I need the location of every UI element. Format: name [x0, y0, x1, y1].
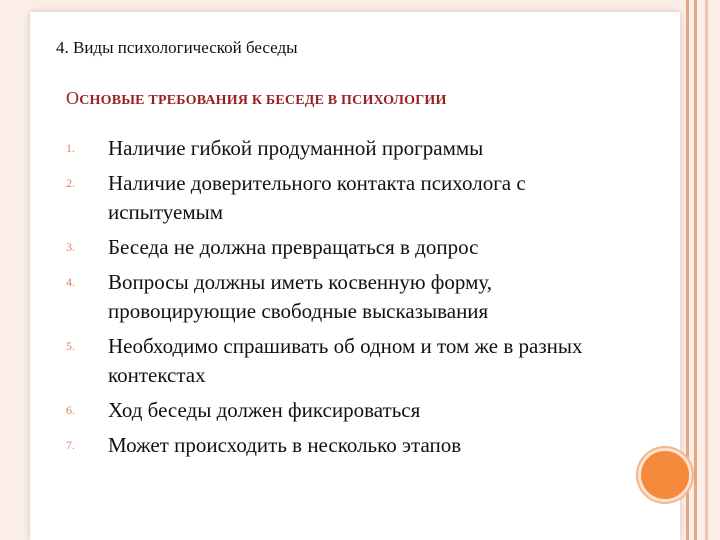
list-item [66, 169, 636, 227]
list-item [66, 332, 636, 390]
list-item [66, 233, 636, 262]
subtitle-rest: СНОВЫЕ ТРЕБОВАНИЯ К БЕСЕДЕ В ПСИХОЛОГИИ [79, 93, 447, 108]
item-number: 4. [66, 275, 75, 289]
decorative-stripe [694, 0, 697, 540]
list-item [66, 396, 636, 425]
item-text: Необходимо спрашивать об одном и том же в разных контекстах [108, 334, 583, 387]
item-number: 5. [66, 339, 75, 353]
decorative-stripe [705, 0, 708, 540]
item-text: Наличие доверительного контакта психолога с испытуемым [108, 171, 526, 224]
item-text: Вопросы должны иметь косвенную форму, провоцирующие свободные высказывания [108, 270, 493, 323]
subtitle-initial: О [66, 88, 80, 108]
decorative-circle-icon [638, 448, 692, 502]
item-number: 3. [66, 240, 75, 254]
item-number: 6. [66, 403, 75, 417]
item-number: 7. [66, 438, 75, 452]
item-text: Ход беседы должен фиксироваться [108, 398, 421, 422]
list-item [66, 134, 636, 163]
requirements-list [66, 134, 636, 466]
list-item [66, 268, 636, 326]
item-number: 2. [66, 176, 75, 190]
item-text: Наличие гибкой продуманной программы [108, 136, 484, 160]
item-number: 1. [66, 141, 75, 155]
list-item [66, 431, 636, 460]
item-text: Может происходить в несколько этапов [108, 433, 462, 457]
slide-title: 4. Виды психологической беседы [56, 38, 298, 57]
item-text: Беседа не должна превращаться в допрос [108, 235, 479, 259]
slide-subtitle [66, 88, 447, 109]
